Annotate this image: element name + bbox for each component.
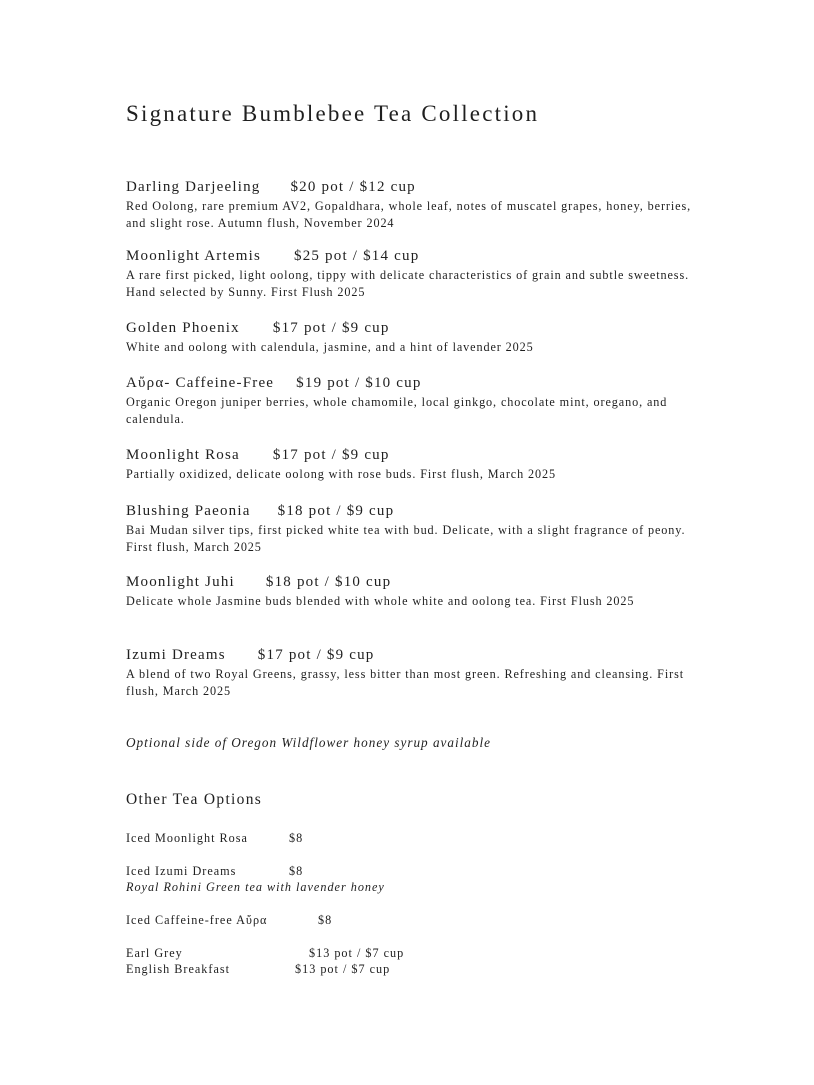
tea-description: A rare first picked, light oolong, tippy with delicate characteristics of grain and subtle sweetness. Hand selected by Sunny. First Flush 2025 xyxy=(126,268,690,299)
tea-item xyxy=(126,646,696,700)
other-option xyxy=(126,830,304,846)
tea-price: $17 pot / $9 cup xyxy=(257,647,375,663)
option-name: Iced Caffeine-free Aὔρα xyxy=(126,913,268,927)
other-option xyxy=(126,961,391,977)
tea-name: Moonlight Artemis xyxy=(126,248,261,264)
tea-description: A blend of two Royal Greens, grassy, less bitter than most green. Refreshing and cleansing. First flush, March 2025 xyxy=(126,667,685,698)
tea-heading xyxy=(126,247,696,266)
honey-note: Optional side of Oregon Wildflower honey syrup available xyxy=(126,735,492,750)
tea-name: Izumi Dreams xyxy=(126,647,226,663)
tea-name: Moonlight Rosa xyxy=(126,447,240,463)
tea-item xyxy=(126,502,696,556)
tea-price: $25 pot / $14 cup xyxy=(294,248,420,264)
option-subtitle: Royal Rohini Green tea with lavender honey xyxy=(126,880,385,894)
tea-name: Moonlight Juhi xyxy=(126,574,235,590)
tea-description: Partially oxidized, delicate oolong with rose buds. First flush, March 2025 xyxy=(126,467,557,481)
tea-heading xyxy=(126,374,696,393)
tea-heading xyxy=(126,178,696,197)
other-option xyxy=(126,945,405,961)
tea-price: $17 pot / $9 cup xyxy=(272,447,390,463)
option-name: Earl Grey xyxy=(126,946,183,960)
tea-name: Aὔρα- Caffeine-Free xyxy=(126,375,275,391)
option-price: $13 pot / $7 cup xyxy=(309,946,405,960)
tea-heading xyxy=(126,646,696,665)
tea-item xyxy=(126,319,696,356)
option-price: $13 pot / $7 cup xyxy=(295,962,391,976)
tea-name: Blushing Paeonia xyxy=(126,503,251,519)
option-name: English Breakfast xyxy=(126,962,230,976)
tea-item xyxy=(126,573,696,610)
tea-heading xyxy=(126,319,696,338)
option-name: Iced Moonlight Rosa xyxy=(126,831,248,845)
tea-heading xyxy=(126,502,696,521)
tea-description: Delicate whole Jasmine buds blended with whole white and oolong tea. First Flush 2025 xyxy=(126,594,635,608)
option-price: $8 xyxy=(289,831,304,845)
tea-item xyxy=(126,247,696,301)
tea-description: Organic Oregon juniper berries, whole chamomile, local ginkgo, chocolate mint, oregano, and calendula. xyxy=(126,395,668,426)
tea-description: Red Oolong, rare premium AV2, Gopaldhara, whole leaf, notes of muscatel grapes, honey, berries, and slight rose. Autumn flush, November 2024 xyxy=(126,199,692,230)
tea-item xyxy=(126,446,696,483)
other-option xyxy=(126,912,333,928)
option-price: $8 xyxy=(318,913,333,927)
option-name: Iced Izumi Dreams xyxy=(126,864,237,878)
tea-item xyxy=(126,374,696,428)
tea-price: $17 pot / $9 cup xyxy=(272,320,390,336)
tea-heading xyxy=(126,446,696,465)
tea-description: White and oolong with calendula, jasmine, and a hint of lavender 2025 xyxy=(126,340,534,354)
page-title: Signature Bumblebee Tea Collection xyxy=(126,101,540,126)
tea-price: $19 pot / $10 cup xyxy=(296,375,422,391)
tea-price: $18 pot / $9 cup xyxy=(277,503,395,519)
tea-name: Golden Phoenix xyxy=(126,320,240,336)
tea-heading xyxy=(126,573,696,592)
other-options-heading: Other Tea Options xyxy=(126,791,263,808)
other-option xyxy=(126,863,385,895)
tea-name: Darling Darjeeling xyxy=(126,179,261,195)
tea-description: Bai Mudan silver tips, first picked white tea with bud. Delicate, with a slight fragrance of peony. First flush, March 2025 xyxy=(126,523,686,554)
tea-item xyxy=(126,178,696,232)
option-price: $8 xyxy=(289,864,304,878)
tea-price: $20 pot / $12 cup xyxy=(290,179,416,195)
tea-price: $18 pot / $10 cup xyxy=(265,574,392,590)
